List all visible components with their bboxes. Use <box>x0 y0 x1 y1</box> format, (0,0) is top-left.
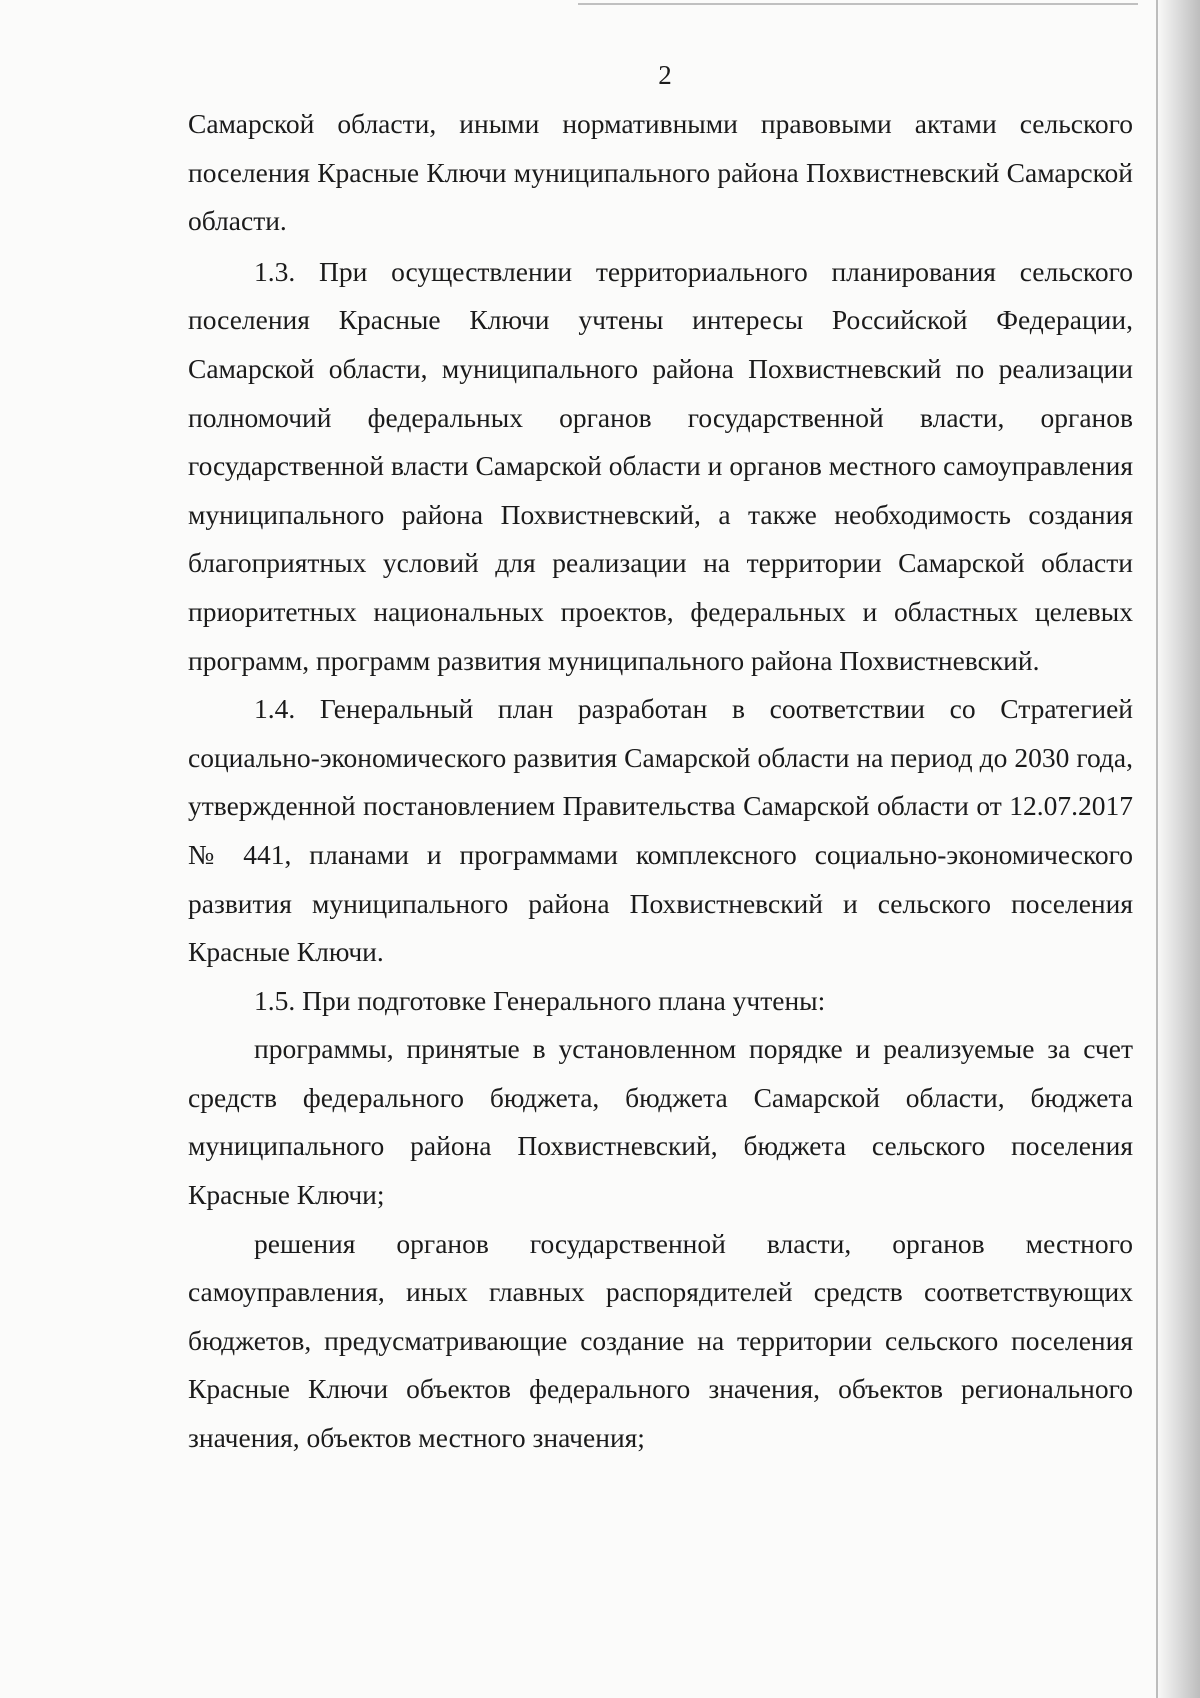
paragraph-1-4: 1.4. Генеральный план разработан в соответствии со Стратегией социально-экономического развития Самарской области на период до 2030 года, утвержденной постановлением Правительства Самарской области от 12.07.2017 № 441, планами и программами комплексного социально-экономического развития муниципального района Похвистневский и сельского поселения Красные Ключи. <box>188 693 1133 968</box>
scan-right-edge-shadow <box>1156 0 1200 1698</box>
scan-top-edge <box>578 3 1138 5</box>
paragraph-continuation: Самарской области, иными нормативными правовыми актами сельского поселения Красные Ключи муниципального района Похвистневский Самарской области. <box>188 108 1133 237</box>
paragraph-1-3: 1.3. При осуществлении территориального планирования сельского поселения Красные Ключи учтены интересы Российской Федерации, Самарской области, муниципального района Похвистневский по реализации полномочий федеральных органов государственной власти, органов государственной власти Самарской области и органов местного самоуправления муниципального района Похвистневский, а также необходимость создания благоприятных условий для реализации на территории Самарской области приоритетных национальных проектов, федеральных и областных целевых программ, программ развития муниципального района Похвистневский. <box>188 255 1133 676</box>
paragraph-decisions: решения органов государственной власти, органов местного самоуправления, иных главных распорядителей средств соответствующих бюджетов, предусматривающие создание на территории сельского поселения Красные Ключи объектов федерального значения, объектов регионального значения, объектов местного значения; <box>188 1227 1133 1454</box>
scan-right-edge-line <box>1156 0 1158 1698</box>
paragraph-1-5: 1.5. При подготовке Генерального плана учтены: <box>254 984 826 1016</box>
paragraph-programs: программы, принятые в установленном порядке и реализуемые за счет средств федерального бюджета, бюджета Самарской области, бюджета муниципального района Похвистневский, бюджета сельского поселения Красные Ключи; <box>188 1033 1133 1211</box>
page-number: 2 <box>658 60 672 90</box>
document-body <box>188 100 1133 1463</box>
